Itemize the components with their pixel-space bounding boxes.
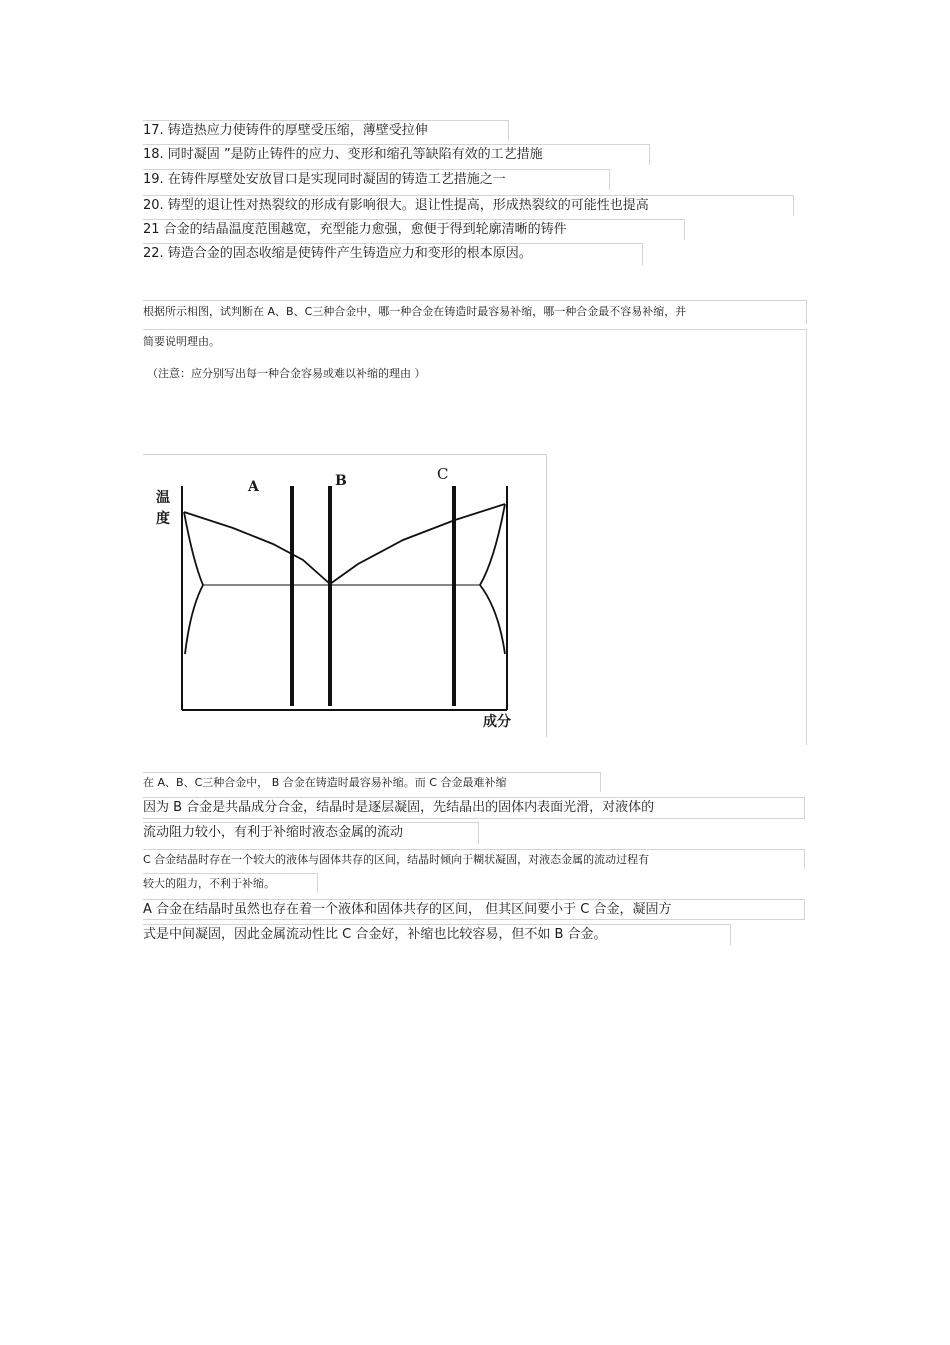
y-label-2: 度 <box>156 511 170 527</box>
label-c: C <box>437 465 449 483</box>
statement-19: 19. 在铸件厚壁处安放冒口是实现同时凝固的铸造工艺措施之一 <box>143 169 610 190</box>
answer-c-reason-1: C 合金结晶时存在一个较大的液体与固体共存的区间，结晶时倾向于糊状凝固，对液态金属的流动过程有 <box>143 849 805 869</box>
answer-b-reason-1: 因为 B 合金是共晶成分合金，结晶时是逐层凝固，先结晶出的固体内表面光滑，对液体的 <box>143 797 805 819</box>
liquidus-left <box>184 512 330 584</box>
statement-17: 17. 铸造热应力使铸件的厚壁受压缩，薄壁受拉伸 <box>143 120 509 141</box>
statement-22: 22. 铸造合金的固态收缩是使铸件产生铸造应力和变形的根本原因。 <box>143 243 643 265</box>
statement-21: 21 合金的结晶温度范围越宽，充型能力愈强，愈便于得到轮廓清晰的铸件 <box>143 219 685 240</box>
solidus-right <box>480 504 505 585</box>
statement-18: 18. 同时凝固 ”是防止铸件的应力、变形和缩孔等缺陷有效的工艺措施 <box>143 144 650 165</box>
solidus-left <box>184 512 203 585</box>
answer-summary: 在 A、B、C三种合金中， B 合金在铸造时最容易补缩。而 C 合金最难补缩 <box>143 772 601 792</box>
solvus-left <box>185 585 203 654</box>
question-note: （注意：应分别写出每一种合金容易或难以补缩的理由 ） <box>147 367 426 380</box>
label-b: B <box>335 473 347 489</box>
solvus-right <box>480 585 505 654</box>
phase-diagram <box>143 454 547 737</box>
statement-20: 20. 铸型的退让性对热裂纹的形成有影响很大。退让性提高，形成热裂纹的可能性也提高 <box>143 195 794 216</box>
liquidus-right <box>330 504 505 584</box>
answer-a-reason-2: 式是中间凝固，因此金属流动性比 C 合金好，补缩也比较容易，但不如 B 合金。 <box>143 924 731 945</box>
label-a: A <box>248 479 259 495</box>
question-line-2: 简要说明理由。 <box>143 335 220 348</box>
answer-c-reason-2: 较大的阻力，不利于补缩。 <box>143 873 318 893</box>
y-label-1: 温 <box>156 490 170 506</box>
answer-b-reason-2: 流动阻力较小，有利于补缩时液态金属的流动 <box>143 822 479 844</box>
x-label: 成分 <box>483 714 511 730</box>
answer-a-reason-1: A 合金在结晶时虽然也存在着一个液体和固体共存的区间， 但其区间要小于 C 合金，凝固方 <box>143 899 805 920</box>
question-line-1: 根据所示相图，试判断在 A、B、C三种合金中，哪一种合金在铸造时最容易补缩，哪一种合金最不容易补缩，并 <box>143 300 807 324</box>
